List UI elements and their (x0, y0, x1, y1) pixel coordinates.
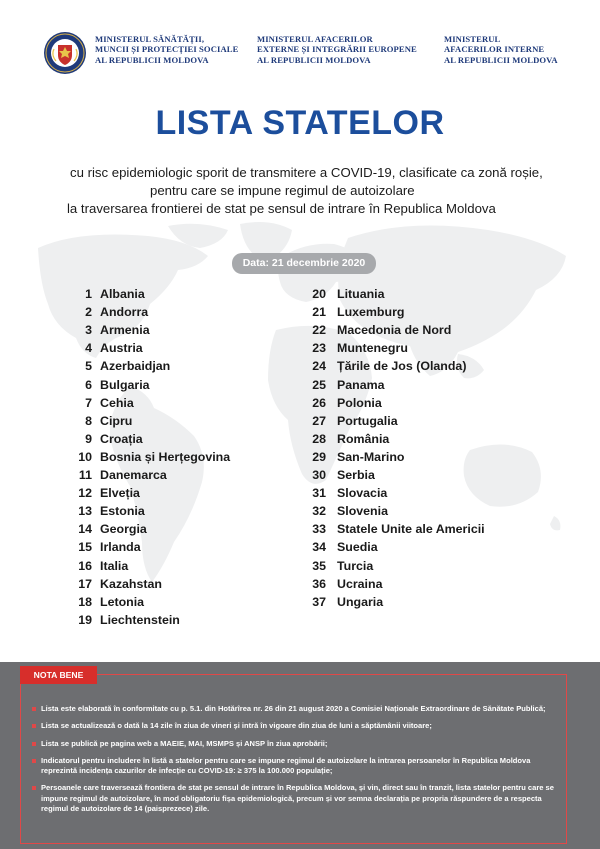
country-name: Panama (337, 377, 385, 392)
subtitle-line: pentru care se impune regimul de autoizolare (150, 183, 415, 198)
subtitle-line: cu risc epidemiologic sporit de transmitere a COVID-19, clasificate ca zonă roșie, (70, 165, 543, 180)
country-name: Elveția (100, 486, 140, 501)
country-number: 28 (312, 431, 326, 446)
nota-bene-item (32, 721, 562, 731)
country-number: 30 (312, 468, 326, 482)
country-number: 14 (78, 522, 92, 537)
country-number: 29 (312, 449, 326, 464)
ministry-health-name (95, 34, 238, 65)
country-name: Austria (100, 341, 143, 356)
ministry-line: AL REPUBLICII MOLDOVA (444, 54, 558, 65)
ministry-emblem-icon (43, 28, 87, 78)
ministry-line: AL REPUBLICII MOLDOVA (257, 54, 371, 65)
ministry-line: MINISTERUL (444, 34, 501, 44)
country-name: Portugalia (337, 413, 398, 428)
country-number: 18 (78, 594, 92, 609)
country-number: 3 (85, 323, 92, 338)
nota-bene-item-text: Lista se publică pe pagina web a MAEIE, MAI, MSMPS și ANSP în ziua aprobării; (41, 738, 328, 748)
country-number: 32 (312, 504, 326, 519)
country-name: Bulgaria (100, 377, 150, 392)
country-name: Cehia (100, 395, 134, 410)
country-name: Andorra (100, 305, 149, 320)
country-number: 7 (85, 395, 92, 410)
country-name: Letonia (100, 594, 145, 609)
country-number: 9 (85, 431, 92, 446)
nota-bene-item-text: Lista se actualizează o dată la 14 zile în ziua de vineri și intră în vigoare din ziua de luni a săptămânii viitoare; (41, 721, 432, 731)
country-number: 5 (85, 359, 92, 374)
country-number: 22 (312, 323, 326, 338)
ministry-foreign-affairs-name (257, 34, 417, 65)
country-number: 12 (78, 486, 92, 501)
country-name: Cipru (100, 413, 133, 428)
country-name: Italia (100, 558, 129, 573)
country-number: 4 (85, 341, 92, 356)
country-number: 11 (78, 468, 92, 482)
ministry-line: AL REPUBLICII MOLDOVA (95, 54, 209, 65)
country-name: Estonia (100, 504, 145, 519)
country-name: Armenia (100, 323, 150, 338)
bullet-square-icon (32, 707, 36, 711)
country-name: Ungaria (337, 594, 384, 609)
country-name: Luxemburg (337, 305, 405, 320)
country-name: România (337, 431, 390, 446)
ministry-line: EXTERNE ȘI INTEGRĂRII EUROPENE (257, 44, 417, 55)
country-name: Turcia (337, 558, 374, 573)
country-number: 34 (312, 540, 326, 555)
country-number: 15 (78, 540, 92, 555)
country-number: 16 (78, 558, 92, 573)
bullet-square-icon (32, 786, 36, 790)
country-name: Suedia (337, 540, 378, 555)
ministry-line: AFACERILOR INTERNE (444, 44, 545, 55)
country-name: Albania (100, 287, 145, 301)
page-title: LISTA STATELOR (155, 104, 445, 142)
subtitle-line: la traversarea frontierei de stat pe sensul de intrare în Republica Moldova (67, 201, 496, 216)
country-number: 27 (312, 413, 326, 428)
ministry-line: MINISTERUL SĂNĂTĂȚII, (95, 34, 205, 44)
country-number: 31 (312, 486, 326, 501)
country-number: 37 (312, 594, 326, 609)
bullet-square-icon (32, 759, 36, 763)
country-name: Slovacia (337, 486, 388, 501)
country-number: 6 (85, 377, 92, 392)
ministry-line: MINISTERUL AFACERILOR (257, 34, 373, 44)
ministry-internal-affairs-name (444, 34, 558, 65)
country-name: Ucraina (337, 576, 383, 591)
country-number: 24 (312, 359, 326, 374)
country-name: Danemarca (100, 468, 167, 482)
country-name: Lituania (337, 287, 385, 301)
country-name: Slovenia (337, 504, 388, 519)
country-number: 33 (312, 522, 326, 537)
country-number: 36 (312, 576, 326, 591)
bullet-square-icon (32, 742, 36, 746)
country-name: Azerbaidjan (100, 359, 171, 374)
header (0, 0, 600, 90)
country-name: Macedonia de Nord (337, 323, 452, 338)
country-name: Bosnia și Herțegovina (100, 449, 231, 464)
nota-bene-list (32, 704, 562, 821)
nota-bene-item-text: Persoanele care traversează frontiera de stat pe sensul de intrare în Republica Moldova, și vin, direct sau în tranzit, lista statelor pentru care se impune regimul de autoizolare, în mod obligatoriu fișa epidemiologică, precum și vor semna declarația pe propria răspundere de a respecta regimul de autoizolare de 14 (paisprezece) zile. (41, 783, 554, 814)
country-name: San-Marino (337, 449, 405, 464)
country-name: Croația (100, 431, 143, 446)
country-number: 10 (78, 449, 92, 464)
date-badge: Data: 21 decembrie 2020 (232, 253, 376, 274)
country-number: 19 (78, 612, 92, 627)
country-number: 8 (85, 413, 92, 428)
country-number: 1 (85, 287, 92, 301)
country-number: 26 (312, 395, 326, 410)
bullet-square-icon (32, 724, 36, 728)
country-name: Irlanda (100, 540, 141, 555)
country-number: 21 (312, 305, 326, 320)
country-name: Statele Unite ale Americii (337, 522, 485, 537)
country-name: Muntenegru (337, 341, 408, 356)
nota-bene-label: NOTA BENE (20, 666, 97, 684)
ministry-line: MUNCII ȘI PROTECȚIEI SOCIALE (95, 44, 239, 55)
nota-bene-item (32, 739, 562, 749)
country-name: Georgia (100, 522, 147, 537)
country-name: Țările de Jos (Olanda) (337, 359, 467, 374)
nota-bene-item-text: Lista este elaborată în conformitate cu p. 5.1. din Hotărîrea nr. 26 din 21 august 2020 a Comisiei Naționale Extraordinare de Sănătate Publică; (41, 704, 546, 713)
country-number: 25 (312, 377, 326, 392)
country-name: Serbia (337, 468, 375, 482)
country-name: Kazahstan (100, 576, 162, 591)
country-name: Liechtenstein (100, 612, 180, 627)
country-number: 17 (78, 576, 92, 591)
country-name: Polonia (337, 395, 382, 410)
nota-bene-item-text: Indicatorul pentru includere în listă a statelor pentru care se impune regimul de autoizolare la intrarea persoanelor în Republica Moldova reprezintă incidența cazurilor de infecție cu COVID-19: ≥ 375 la 100.000 populație; (41, 755, 531, 776)
nota-bene-item (32, 783, 562, 814)
country-number: 13 (78, 504, 92, 519)
country-number: 20 (312, 287, 326, 301)
country-number: 35 (312, 558, 326, 573)
country-number: 23 (312, 341, 326, 356)
country-number: 2 (85, 305, 92, 320)
nota-bene-item (32, 704, 562, 714)
nota-bene-item (32, 756, 562, 777)
world-map-illustration (18, 218, 582, 638)
